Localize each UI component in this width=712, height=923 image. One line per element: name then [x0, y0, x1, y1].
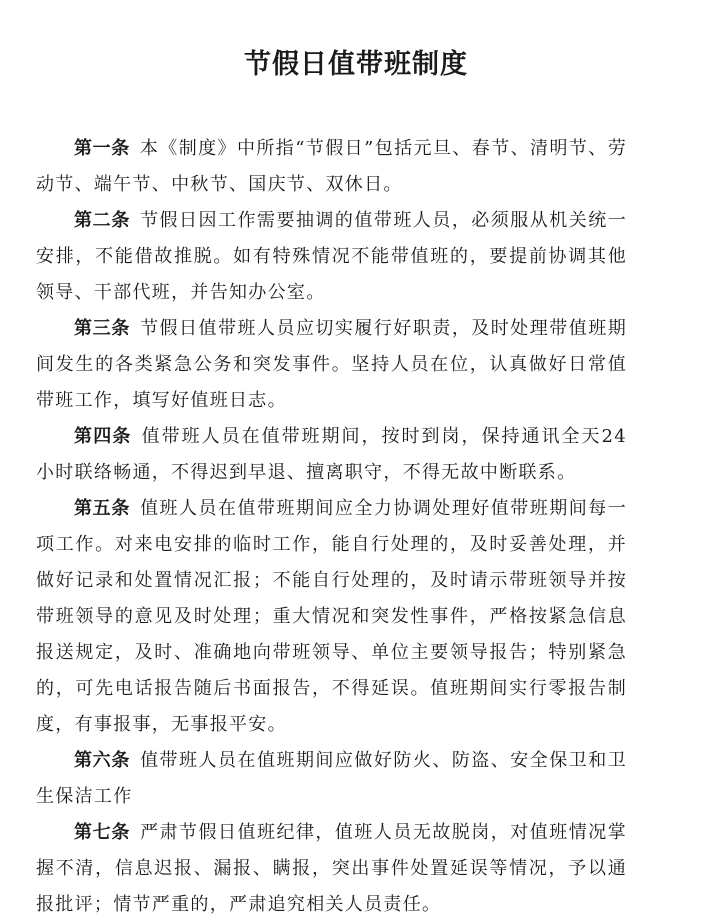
article-text: 值带班人员在值班期间应做好防火、防盗、安全保卫和卫生保洁工作	[36, 750, 628, 807]
article-text: 节假日因工作需要抽调的值带班人员，必须服从机关统一安排，不能借故推脱。如有特殊情况不能带值班的，要提前协调其他领导、干部代班，并告知办公室。	[36, 210, 628, 303]
article-label: 第五条	[74, 498, 131, 519]
article-label: 第一条	[74, 138, 130, 159]
article-label: 第七条	[74, 822, 131, 843]
article-5	[36, 491, 627, 743]
article-4	[36, 419, 627, 491]
article-label: 第二条	[74, 210, 131, 231]
article-label: 第四条	[74, 426, 132, 447]
document-title: 节假日值带班制度	[244, 49, 468, 80]
article-text: 节假日值带班人员应切实履行好职责，及时处理带值班期间发生的各类紧急公务和突发事件。坚持人员在位，认真做好日常值带班工作，填写好值班日志。	[36, 318, 628, 411]
article-2	[36, 203, 627, 311]
article-text: 严肃节假日值班纪律，值班人员无故脱岗，对值班情况掌握不清，信息迟报、漏报、瞒报，突出事件处置延误等情况，予以通报批评；情节严重的，严肃追究相关人员责任。	[36, 822, 628, 915]
article-1	[36, 131, 627, 203]
article-label: 第六条	[74, 750, 131, 771]
article-text: 本《制度》中所指“节假日”包括元旦、春节、清明节、劳动节、端午节、中秋节、国庆节、双休日。	[36, 138, 628, 195]
article-text: 值班人员在值带班期间应全力协调处理好值带班期间每一项工作。对来电安排的临时工作，能自行处理的，及时妥善处理，并做好记录和处置情况汇报；不能自行处理的，及时请示带班领导并按带班领导的意见及时处理；重大情况和突发性事件，严格按紧急信息报送规定，及时、准确地向带班领导、单位主要领导报告；特别紧急的，可先电话报告随后书面报告，不得延误。值班期间实行零报告制度，有事报事，无事报平安。	[36, 498, 628, 735]
article-7	[36, 815, 627, 923]
article-list	[36, 131, 627, 923]
article-label: 第三条	[74, 318, 131, 339]
article-text: 值带班人员在值带班期间，按时到岗，保持通讯全天24小时联络畅通，不得迟到早退、擅离职守，不得无故中断联系。	[36, 426, 628, 483]
article-3	[36, 311, 627, 419]
article-6	[36, 743, 627, 815]
